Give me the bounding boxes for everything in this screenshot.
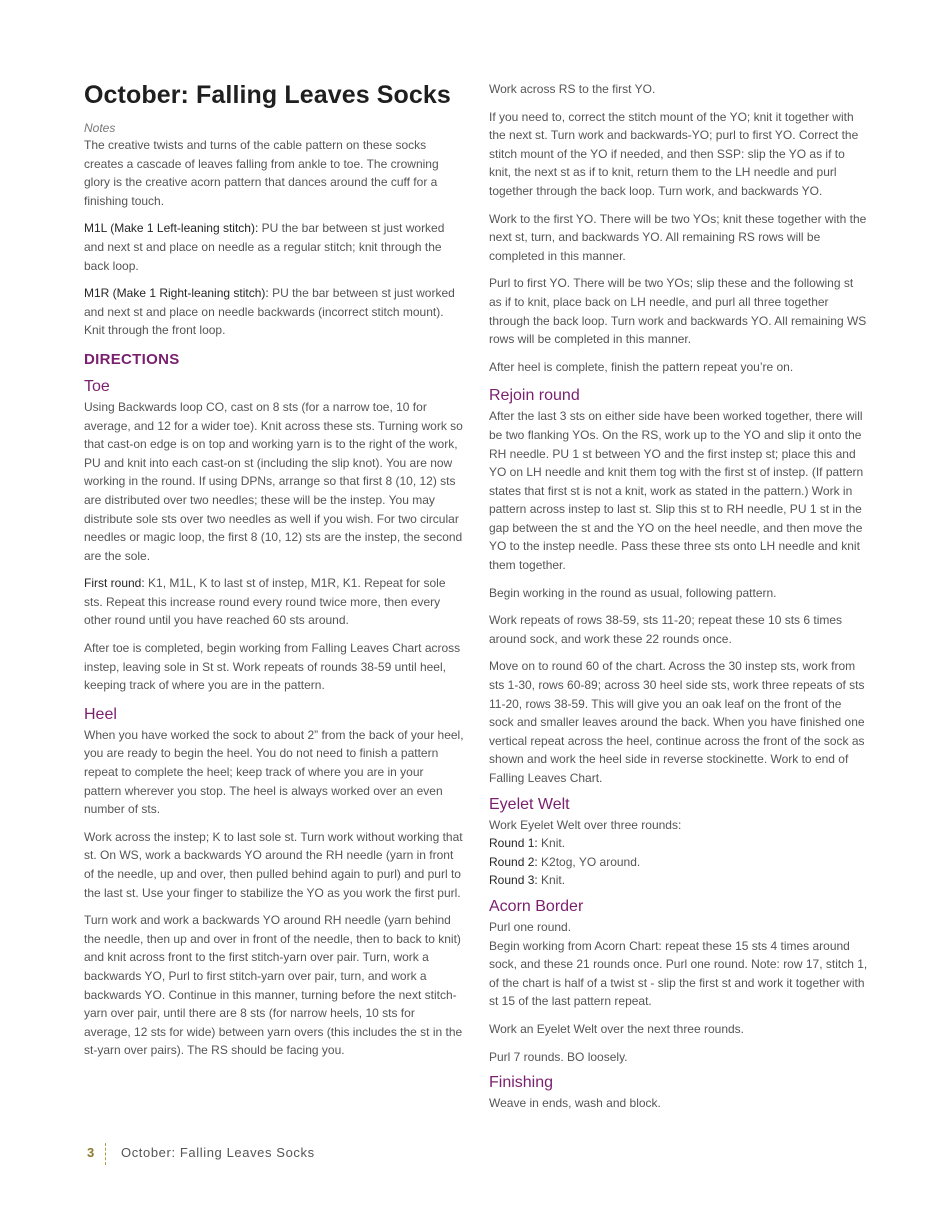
toe-paragraph-3: After toe is completed, begin working from Falling Leaves Chart across instep, leaving sole in St st. Work repeats of rounds 38-59 until heel, keeping track of where you are in the pattern. [84,641,461,693]
round-text: K2tog, YO around. [537,854,641,869]
m1l-text: PU the bar between st just worked and next st and place on needle as a regular stitch; knit through the back loop. [84,221,445,273]
footer-title: October: Falling Leaves Socks [121,1145,315,1160]
eyelet-round-2 [489,853,869,872]
eyelet-heading: Eyelet Welt [489,795,570,813]
rejoin-heading: Rejoin round [489,387,580,405]
rejoin-paragraph-3: Work repeats of rows 38-59, sts 11-20; repeat these 10 sts 6 times around sock, and work these 22 rounds once. [489,613,843,646]
toe-paragraph-1: Using Backwards loop CO, cast on 8 sts (for a narrow toe, 10 for average, and 12 for a wider toe). Knit across these sts. Turning work so that cast-on edge is on top and working yarn is to the right of the work, PU and knit into each cast-on st (including the slip knot). You are now working in the round. If using DPNs, arrange so that first 8 (10, 12) sts are distributed over two needles; these will be the instep. You may distribute sole sts over two needles as well if you wish. For two circular needles or magic loop, the first 8 (10, 12) sts are the instep, the second are the sole. [84,399,463,563]
eyelet-round-3 [489,871,869,890]
toe-first-round [84,574,464,630]
finishing-paragraph: Weave in ends, wash and block. [489,1096,661,1111]
m1r-text: PU the bar between st just worked and next st and place on needle backwards (incorrect stitch mount). Knit through the front loop. [84,286,455,338]
round-label: Round 1: [489,836,538,851]
heel-paragraph-3: Turn work and work a backwards YO around RH needle (yarn behind the needle, then up and over in front of the needle, then to back to knit) and knit across front to the first stitch-yarn over pair. Turn, work a backwards YO, Purl to first stitch-yarn over pair, turn, and work a backwards YO. Continue in this manner, turning before the next stitch-yarn over pair, until there are 8 sts (for narrow heels, 10 sts for average, 12 sts for wide) between yarn overs (this includes the st in the st-yarn over pairs). The RS should be facing you. [84,913,463,1058]
toe-heading: Toe [84,377,110,395]
page-number: 3 [87,1145,95,1160]
round-label: Round 3: [489,873,538,888]
heel-paragraph-5: If you need to, correct the stitch mount of the YO; knit it together with the next st. Turn work and backwards-YO; purl to first YO. Correct the stitch mount of the YO if needed, and then SSP: slip the YO as if to knit, the next st as if to knit, return them to the LH needle and purl together through the back loop. Turn work, and backwards YO. [489,109,859,198]
footer-divider [105,1143,106,1165]
page-title: October: Falling Leaves Socks [84,81,451,109]
heel-paragraph-1: When you have worked the sock to about 2” from the back of your heel, you are ready to begin the heel. You do not need to finish a pattern repeat to complete the heel; keep track of where you are in your pattern wherever you stop. The heel is always worked over an even number of sts. [84,727,464,817]
heel-heading: Heel [84,705,117,723]
round-label: Round 2: [489,854,538,869]
m1l-definition [84,219,464,275]
eyelet-round-1 [489,834,869,853]
acorn-paragraph-2: Begin working from Acorn Chart: repeat these 15 sts 4 times around sock, and these 21 rounds once. Purl one round. Note: row 17, stitch 1, of the chart is half of a twist st - slip the first st and work it together with st 15 of the last pattern repeat. [489,938,868,1009]
round-text: Knit. [537,836,566,851]
round-text: Knit. [537,873,566,888]
first-round-text: K1, M1L, K to last st of instep, M1R, K1. Repeat for sole sts. Repeat this increase round every round twice more, then every other round until you have reached 60 sts around. [84,576,446,628]
finishing-heading: Finishing [489,1074,554,1092]
acorn-paragraph-3: Work an Eyelet Welt over the next three rounds. [489,1021,745,1036]
rejoin-paragraph-1: After the last 3 sts on either side have been worked together, there will be two flanking YOs. On the RS, work up to the YO and slip it onto the RH needle. PU 1 st between YO and the first instep st; place this and YO on LH needle and knit them tog with the first st of instep. (If pattern states that first st is not a knit, work as stated in the pattern.) Work in pattern across instep to last st. Slip this st to RH needle, PU 1 st in the gap between the st and the YO on the heel needle, and then move the YO to the instep needle. Pass these three sts onto LH needle and knit them together. [489,409,864,573]
eyelet-intro: Work Eyelet Welt over three rounds: [489,817,682,832]
heel-paragraph-7: Purl to first YO. There will be two YOs; slip these and the following st as if to knit, place back on LH needle, and purl all three together through the back loop. Turn work and backwards YO. All remaining WS rows will be completed in this manner. [489,276,867,347]
left-column [84,78,464,1060]
m1r-definition [84,284,464,340]
m1l-term: M1L (Make 1 Left-leaning stitch): [84,221,259,236]
acorn-heading: Acorn Border [489,897,584,915]
rejoin-paragraph-2: Begin working in the round as usual, following pattern. [489,585,777,600]
intro-paragraph: The creative twists and turns of the cable pattern on these socks creates a cascade of leaves falling from ankle to toe. The crowning glory is the creative acorn pattern that dances around the cuff for a finishing touch. [84,138,439,208]
heel-paragraph-6: Work to the first YO. There will be two YOs; knit these together with the next st, turn, and backwards YO. All remaining RS rows will be completed in this manner. [489,211,867,263]
acorn-paragraph-4: Purl 7 rounds. BO loosely. [489,1049,628,1064]
notes-label: Notes [84,121,116,135]
m1r-term: M1R (Make 1 Right-leaning stitch): [84,286,269,301]
directions-heading: DIRECTIONS [84,350,180,368]
first-round-term: First round: [84,576,145,591]
right-column [489,80,869,1113]
heel-paragraph-8: After heel is complete, finish the pattern repeat you’re on. [489,359,794,374]
rejoin-paragraph-4: Move on to round 60 of the chart. Across the 30 instep sts, work from sts 1-30, rows 60-89; across 30 heel side sts, work three repeats of sts 11-20, rows 38-59. This will give you an oak leaf on the front of the sock and smaller leaves around the back. When you have finished one vertical repeat across the heel, continue across the front of the sock as shown and work the heel side in reverse stockinette. Work to end of Falling Leaves Chart. [489,659,865,785]
acorn-paragraph-1: Purl one round. [489,919,572,934]
heel-paragraph-4: Work across RS to the first YO. [489,82,656,96]
heel-paragraph-2: Work across the instep; K to last sole st. Turn work without working that st. On WS, work a backwards YO around the RH needle (yarn in front of the needle, up and over, then pulled behind again to purl) and purl to the last st. Use your finger to stabilize the YO as you work the first purl. [84,829,463,900]
